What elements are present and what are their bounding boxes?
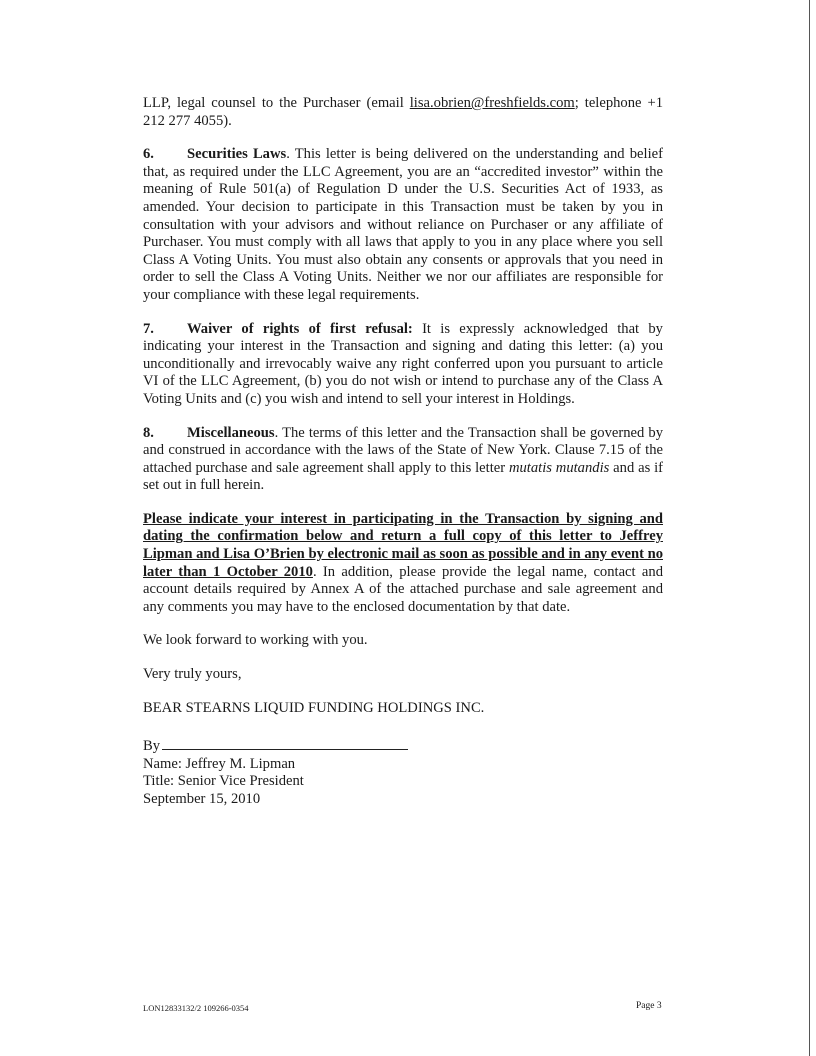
signature-block [143,737,663,808]
signer-title: Title: Senior Vice President [143,773,304,790]
request-paragraph [143,511,663,617]
section-number: 8. [143,424,154,441]
section-6 [143,146,663,304]
section-heading: Miscellaneous [187,424,275,441]
intro-text: LLP, legal counsel to the Purchaser (email [143,95,410,111]
intro-text-end: ; telephone +1 212 277 4055). [143,95,664,129]
company-name: BEAR STEARNS LIQUID FUNDING HOLDINGS INC. [143,699,485,716]
section-heading: Waiver of rights of first refusal: [187,320,413,337]
letter-body [143,95,663,809]
section-text: . The terms of this letter and the Transaction shall be governed by and construed in accordance with the laws of the State of New York. Clause 7.15 of the attached purchase and sale agreement shall apply to this letter [143,424,663,476]
section-number: 6. [143,146,154,163]
page-edge [809,0,810,1056]
page-number: Page 3 [636,1001,662,1011]
document-id: LON12833132/2 109266-0354 [143,1003,249,1013]
latin-phrase: mutatis mutandis [508,459,610,476]
signature-date: September 15, 2010 [143,791,261,807]
request-instruction: Please indicate your interest in participating in the Transaction by signing and dating the confirmation below and return a full copy of this letter to Jeffrey Lipman and Lisa O’Brien by electronic mail as soon as possible and in any event no later than 1 October 2010 [143,510,663,580]
email-link[interactable]: lisa.obrien@freshfields.com [409,95,575,111]
section-7 [143,321,663,409]
closing-look-forward: We look forward to working with you. [143,632,368,649]
section-text: . This letter is being delivered on the understanding and belief that, as required under the LLC Agreement, you are an “accredited investor” within the meaning of Rule 501(a) of Regulation D under the U.S. Securities Act of 1933, as amended. Your decision to participate in this Transaction must be taken by you in consultation with your advisors and without reliance on Purchaser or any affiliate of Purchaser. You must comply with all laws that apply to you in any place where you sell Class A Voting Units. You must also obtain any consents or approvals that you need in order to sell the Class A Voting Units. Neither we nor our affiliates are responsible for your compliance with these legal requirements. [143,146,663,303]
signer-name: Name: Jeffrey M. Lipman [143,755,296,772]
closing-salutation: Very truly yours, [143,666,242,683]
section-number: 7. [143,320,154,337]
intro-paragraph [143,95,663,130]
by-label: By [143,738,161,755]
section-8 [143,425,663,495]
section-text: It is expressly acknowledged that by indicating your interest in the Transaction and signing and dating this letter: (a) you unconditionally and irrevocably waive any right conferred upon you pursuant to article VI of the LLC Agreement, (b) you do not wish or intend to purchase any of the Class A Voting Units and (c) you wish and intend to sell your interest in Holdings. [143,320,663,407]
signature-line[interactable] [162,737,408,750]
request-text: . In addition, please provide the legal name, contact and account details required by Annex A of the attached purchase and sale agreement and any comments you may have to the enclosed documentation by that date. [143,563,663,615]
section-text-end: and as if set out in full herein. [143,459,664,494]
section-heading: Securities Laws [187,146,287,163]
signature-by-row [143,737,663,756]
